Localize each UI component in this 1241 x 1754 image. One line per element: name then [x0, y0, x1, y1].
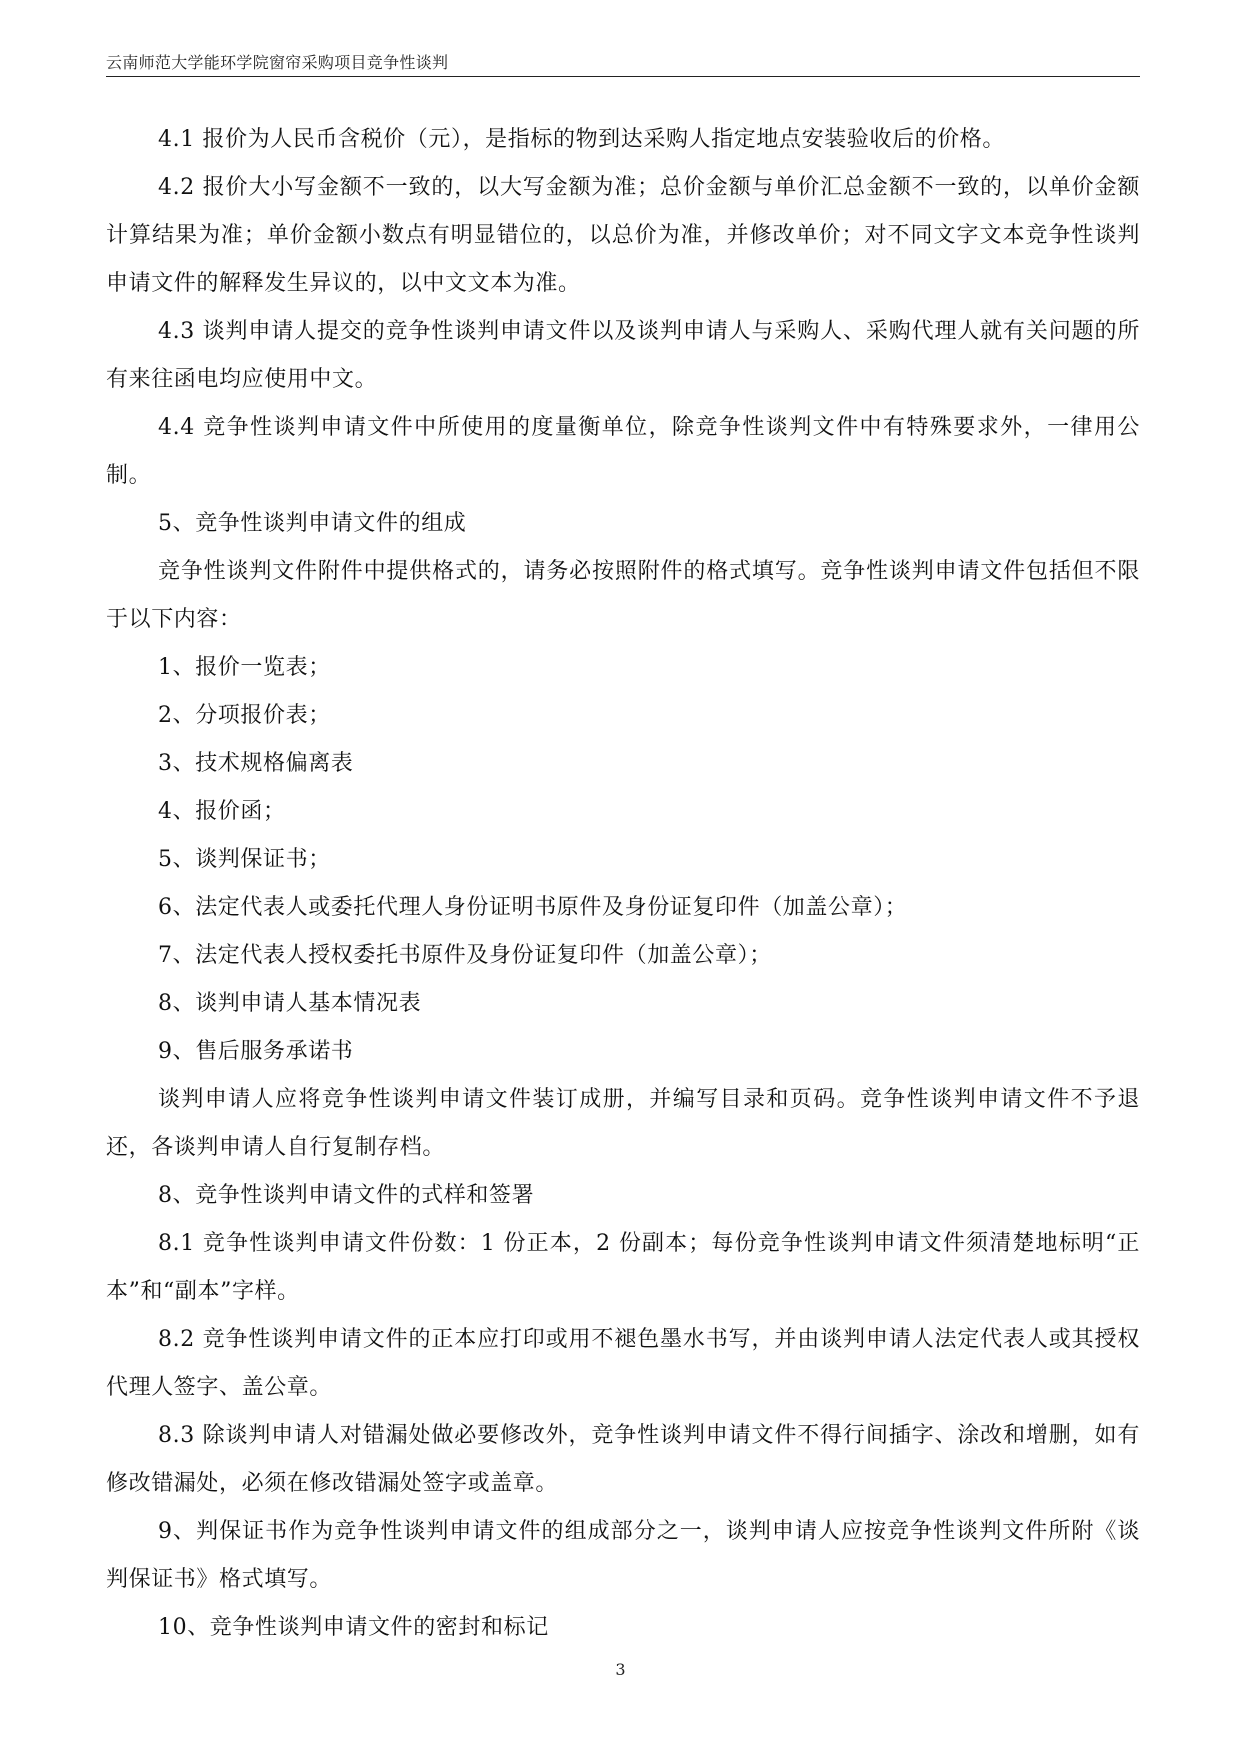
paragraph-9: 9、判保证书作为竞争性谈判申请文件的组成部分之一，谈判申请人应按竞争性谈判文件所附《谈判保证书》格式填写。	[106, 1519, 1140, 1592]
list-item-6: 6、法定代表人或委托代理人身份证明书原件及身份证复印件（加盖公章）；	[158, 895, 908, 920]
list-item-7: 7、法定代表人授权委托书原件及身份证复印件（加盖公章）；	[158, 943, 772, 968]
list-item-4: 4、报价函；	[158, 799, 286, 824]
list-item-3: 3、技术规格偏离表	[158, 751, 354, 776]
paragraph-4-4: 4.4 竞争性谈判申请文件中所使用的度量衡单位，除竞争性谈判文件中有特殊要求外，一律用公制。	[106, 415, 1140, 488]
paragraph-4-3: 4.3 谈判申请人提交的竞争性谈判申请文件以及谈判申请人与采购人、采购代理人就有关问题的所有来往函电均应使用中文。	[106, 319, 1140, 392]
list-item-9: 9、售后服务承诺书	[158, 1039, 354, 1064]
paragraph-8-3: 8.3 除谈判申请人对错漏处做必要修改外，竞争性谈判申请文件不得行间插字、涂改和增删，如有修改错漏处，必须在修改错漏处签字或盖章。	[106, 1423, 1140, 1496]
section-heading-5: 5、竞争性谈判申请文件的组成	[158, 511, 467, 536]
paragraph-4-1: 4.1 报价为人民币含税价（元），是指标的物到达采购人指定地点安装验收后的价格。	[158, 127, 1005, 152]
list-item-8: 8、谈判申请人基本情况表	[158, 991, 422, 1016]
page-number: 3	[615, 1660, 626, 1679]
section-heading-10: 10、竞争性谈判申请文件的密封和标记	[158, 1615, 549, 1640]
paragraph-8-2: 8.2 竞争性谈判申请文件的正本应打印或用不褪色墨水书写，并由谈判申请人法定代表人或其授权代理人签字、盖公章。	[106, 1327, 1140, 1400]
list-item-5: 5、谈判保证书；	[158, 847, 331, 872]
paragraph-8-1: 8.1 竞争性谈判申请文件份数：1 份正本，2 份副本；每份竞争性谈判申请文件须清楚地标明“正本”和“副本”字样。	[106, 1231, 1140, 1304]
list-item-2: 2、分项报价表；	[158, 703, 331, 728]
paragraph-4-2: 4.2 报价大小写金额不一致的，以大写金额为准；总价金额与单价汇总金额不一致的，以单价金额计算结果为准；单价金额小数点有明显错位的，以总价为准，并修改单价；对不同文字文本竞争性谈判申请文件的解释发生异议的，以中文文本为准。	[106, 175, 1140, 296]
header-title: 云南师范大学能环学院窗帘采购项目竞争性谈判	[106, 53, 449, 72]
page-header	[106, 50, 1140, 77]
list-item-1: 1、报价一览表；	[158, 655, 331, 680]
paragraph-binding: 谈判申请人应将竞争性谈判申请文件装订成册，并编写目录和页码。竞争性谈判申请文件不予退还，各谈判申请人自行复制存档。	[106, 1087, 1140, 1160]
document-body	[106, 116, 1140, 1652]
section-heading-8: 8、竞争性谈判申请文件的式样和签署	[158, 1183, 535, 1208]
paragraph-composition-intro: 竞争性谈判文件附件中提供格式的，请务必按照附件的格式填写。竞争性谈判申请文件包括但不限于以下内容：	[106, 559, 1140, 632]
